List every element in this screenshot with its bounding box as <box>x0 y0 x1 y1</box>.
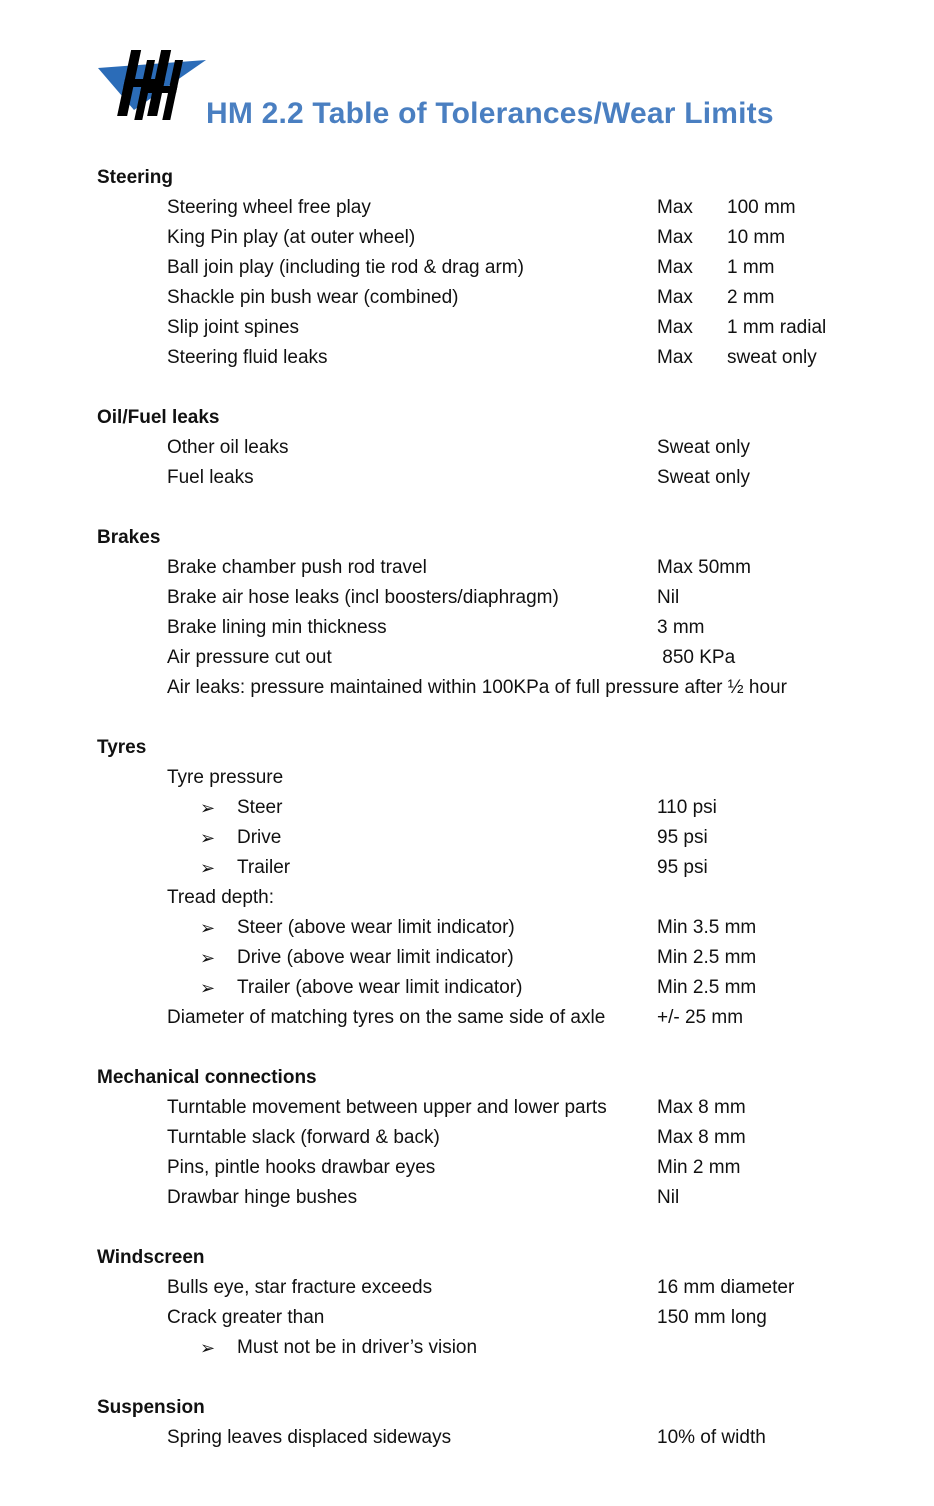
item-value: 110 psi <box>657 797 717 818</box>
section-heading: Tyres <box>97 737 147 758</box>
item-label: Slip joint spines <box>167 317 300 338</box>
item-value: Max 8 mm <box>657 1127 746 1148</box>
list-item <box>0 253 934 283</box>
item-value: 10 mm <box>727 227 786 248</box>
list-item <box>0 433 934 463</box>
item-label: Bulls eye, star fracture exceeds <box>167 1277 433 1298</box>
list-item <box>0 1093 934 1123</box>
list-item <box>0 853 934 883</box>
list-item <box>0 1153 934 1183</box>
list-item <box>0 463 934 493</box>
item-label: Air pressure cut out <box>167 647 332 668</box>
section-heading: Mechanical connections <box>97 1067 317 1088</box>
tolerance-list <box>0 163 934 1483</box>
page-title: HM 2.2 Table of Tolerances/Wear Limits <box>206 97 774 130</box>
section-suspension <box>0 1393 934 1453</box>
list-item <box>0 1333 934 1363</box>
section-heading: Brakes <box>97 527 161 548</box>
item-label: Drawbar hinge bushes <box>167 1187 358 1208</box>
section-windscreen <box>0 1243 934 1363</box>
item-label: Other oil leaks <box>167 437 289 458</box>
section-tyres <box>0 733 934 1033</box>
subheading-tread-depth <box>0 883 934 913</box>
item-value: Sweat only <box>657 467 750 488</box>
list-item <box>0 1273 934 1303</box>
item-value: 150 mm long <box>657 1307 767 1328</box>
list-item <box>0 553 934 583</box>
item-value: Sweat only <box>657 437 750 458</box>
item-label: King Pin play (at outer wheel) <box>167 227 416 248</box>
item-label: Steering fluid leaks <box>167 347 328 368</box>
arrow-bullet-icon: ➢ <box>200 858 216 878</box>
item-label: Tread depth: <box>167 887 275 908</box>
item-value: Min 2 mm <box>657 1157 741 1178</box>
item-value: Min 2.5 mm <box>657 977 757 998</box>
item-label: Spring leaves displaced sideways <box>167 1427 452 1448</box>
item-value: 1 mm radial <box>727 317 827 338</box>
item-label: Must not be in driver’s vision <box>237 1337 478 1358</box>
list-item <box>0 583 934 613</box>
section-brakes <box>0 523 934 703</box>
list-item <box>0 823 934 853</box>
item-value: 3 mm <box>657 617 705 638</box>
item-label: Air leaks: pressure maintained within 100KPa of full pressure after ½ hour <box>167 677 787 698</box>
list-item <box>0 1303 934 1333</box>
item-label: Ball join play (including tie rod & drag arm) <box>167 257 524 278</box>
item-value: 95 psi <box>657 827 708 848</box>
item-limit: Max <box>657 227 693 248</box>
item-label: Crack greater than <box>167 1307 325 1328</box>
list-item-note <box>0 673 934 703</box>
item-label: Drive (above wear limit indicator) <box>237 947 514 968</box>
list-item <box>0 283 934 313</box>
item-label: Fuel leaks <box>167 467 254 488</box>
item-value: sweat only <box>727 347 817 368</box>
section-mechanical-connections <box>0 1063 934 1213</box>
arrow-bullet-icon: ➢ <box>200 828 216 848</box>
item-label: Tyre pressure <box>167 767 284 788</box>
list-item <box>0 793 934 823</box>
item-label: Brake chamber push rod travel <box>167 557 427 578</box>
item-value: Nil <box>657 587 680 608</box>
arrow-bullet-icon: ➢ <box>200 1338 216 1358</box>
list-item <box>0 343 934 373</box>
list-item <box>0 1003 934 1033</box>
list-item <box>0 973 934 1003</box>
item-label: Steering wheel free play <box>167 197 371 218</box>
item-value: 1 mm <box>727 257 775 278</box>
item-value: Max 8 mm <box>657 1097 746 1118</box>
section-heading: Suspension <box>97 1397 205 1418</box>
item-label: Diameter of matching tyres on the same side of axle <box>167 1007 606 1028</box>
subheading-tyre-pressure <box>0 763 934 793</box>
item-value: Max 50mm <box>657 557 751 578</box>
section-heading: Windscreen <box>97 1247 205 1268</box>
item-label: Turntable slack (forward & back) <box>167 1127 440 1148</box>
item-value: 10% of width <box>657 1427 766 1448</box>
item-value: 95 psi <box>657 857 708 878</box>
item-label: Steer (above wear limit indicator) <box>237 917 515 938</box>
item-value: 16 mm diameter <box>657 1277 795 1298</box>
section-heading: Oil/Fuel leaks <box>97 407 220 428</box>
item-label: Brake air hose leaks (incl boosters/diaphragm) <box>167 587 559 608</box>
item-value: 2 mm <box>727 287 775 308</box>
item-label: Trailer <box>237 857 291 878</box>
section-steering <box>0 163 934 373</box>
item-limit: Max <box>657 257 693 278</box>
list-item <box>0 1183 934 1213</box>
list-item <box>0 613 934 643</box>
item-label: Drive <box>237 827 282 848</box>
item-limit: Max <box>657 347 693 368</box>
item-value: 850 KPa <box>657 647 736 668</box>
list-item <box>0 193 934 223</box>
item-value: +/- 25 mm <box>657 1007 744 1028</box>
item-limit: Max <box>657 287 693 308</box>
list-item <box>0 1123 934 1153</box>
list-item <box>0 313 934 343</box>
item-limit: Max <box>657 317 693 338</box>
item-label: Turntable movement between upper and lower parts <box>167 1097 607 1118</box>
item-value: Nil <box>657 1187 680 1208</box>
item-label: Steer <box>237 797 283 818</box>
section-oil-fuel-leaks <box>0 403 934 493</box>
list-item <box>0 223 934 253</box>
list-item <box>0 943 934 973</box>
arrow-bullet-icon: ➢ <box>200 798 216 818</box>
item-label: Pins, pintle hooks drawbar eyes <box>167 1157 436 1178</box>
arrow-bullet-icon: ➢ <box>200 918 216 938</box>
hh-logo-icon <box>98 46 206 128</box>
item-value: Min 3.5 mm <box>657 917 757 938</box>
item-label: Shackle pin bush wear (combined) <box>167 287 459 308</box>
item-limit: Max <box>657 197 693 218</box>
item-label: Trailer (above wear limit indicator) <box>237 977 523 998</box>
arrow-bullet-icon: ➢ <box>200 978 216 998</box>
list-item <box>0 1423 934 1453</box>
list-item <box>0 913 934 943</box>
list-item <box>0 643 934 673</box>
item-label: Brake lining min thickness <box>167 617 387 638</box>
section-heading: Steering <box>97 167 174 188</box>
item-value: Min 2.5 mm <box>657 947 757 968</box>
arrow-bullet-icon: ➢ <box>200 948 216 968</box>
item-value: 100 mm <box>727 197 796 218</box>
